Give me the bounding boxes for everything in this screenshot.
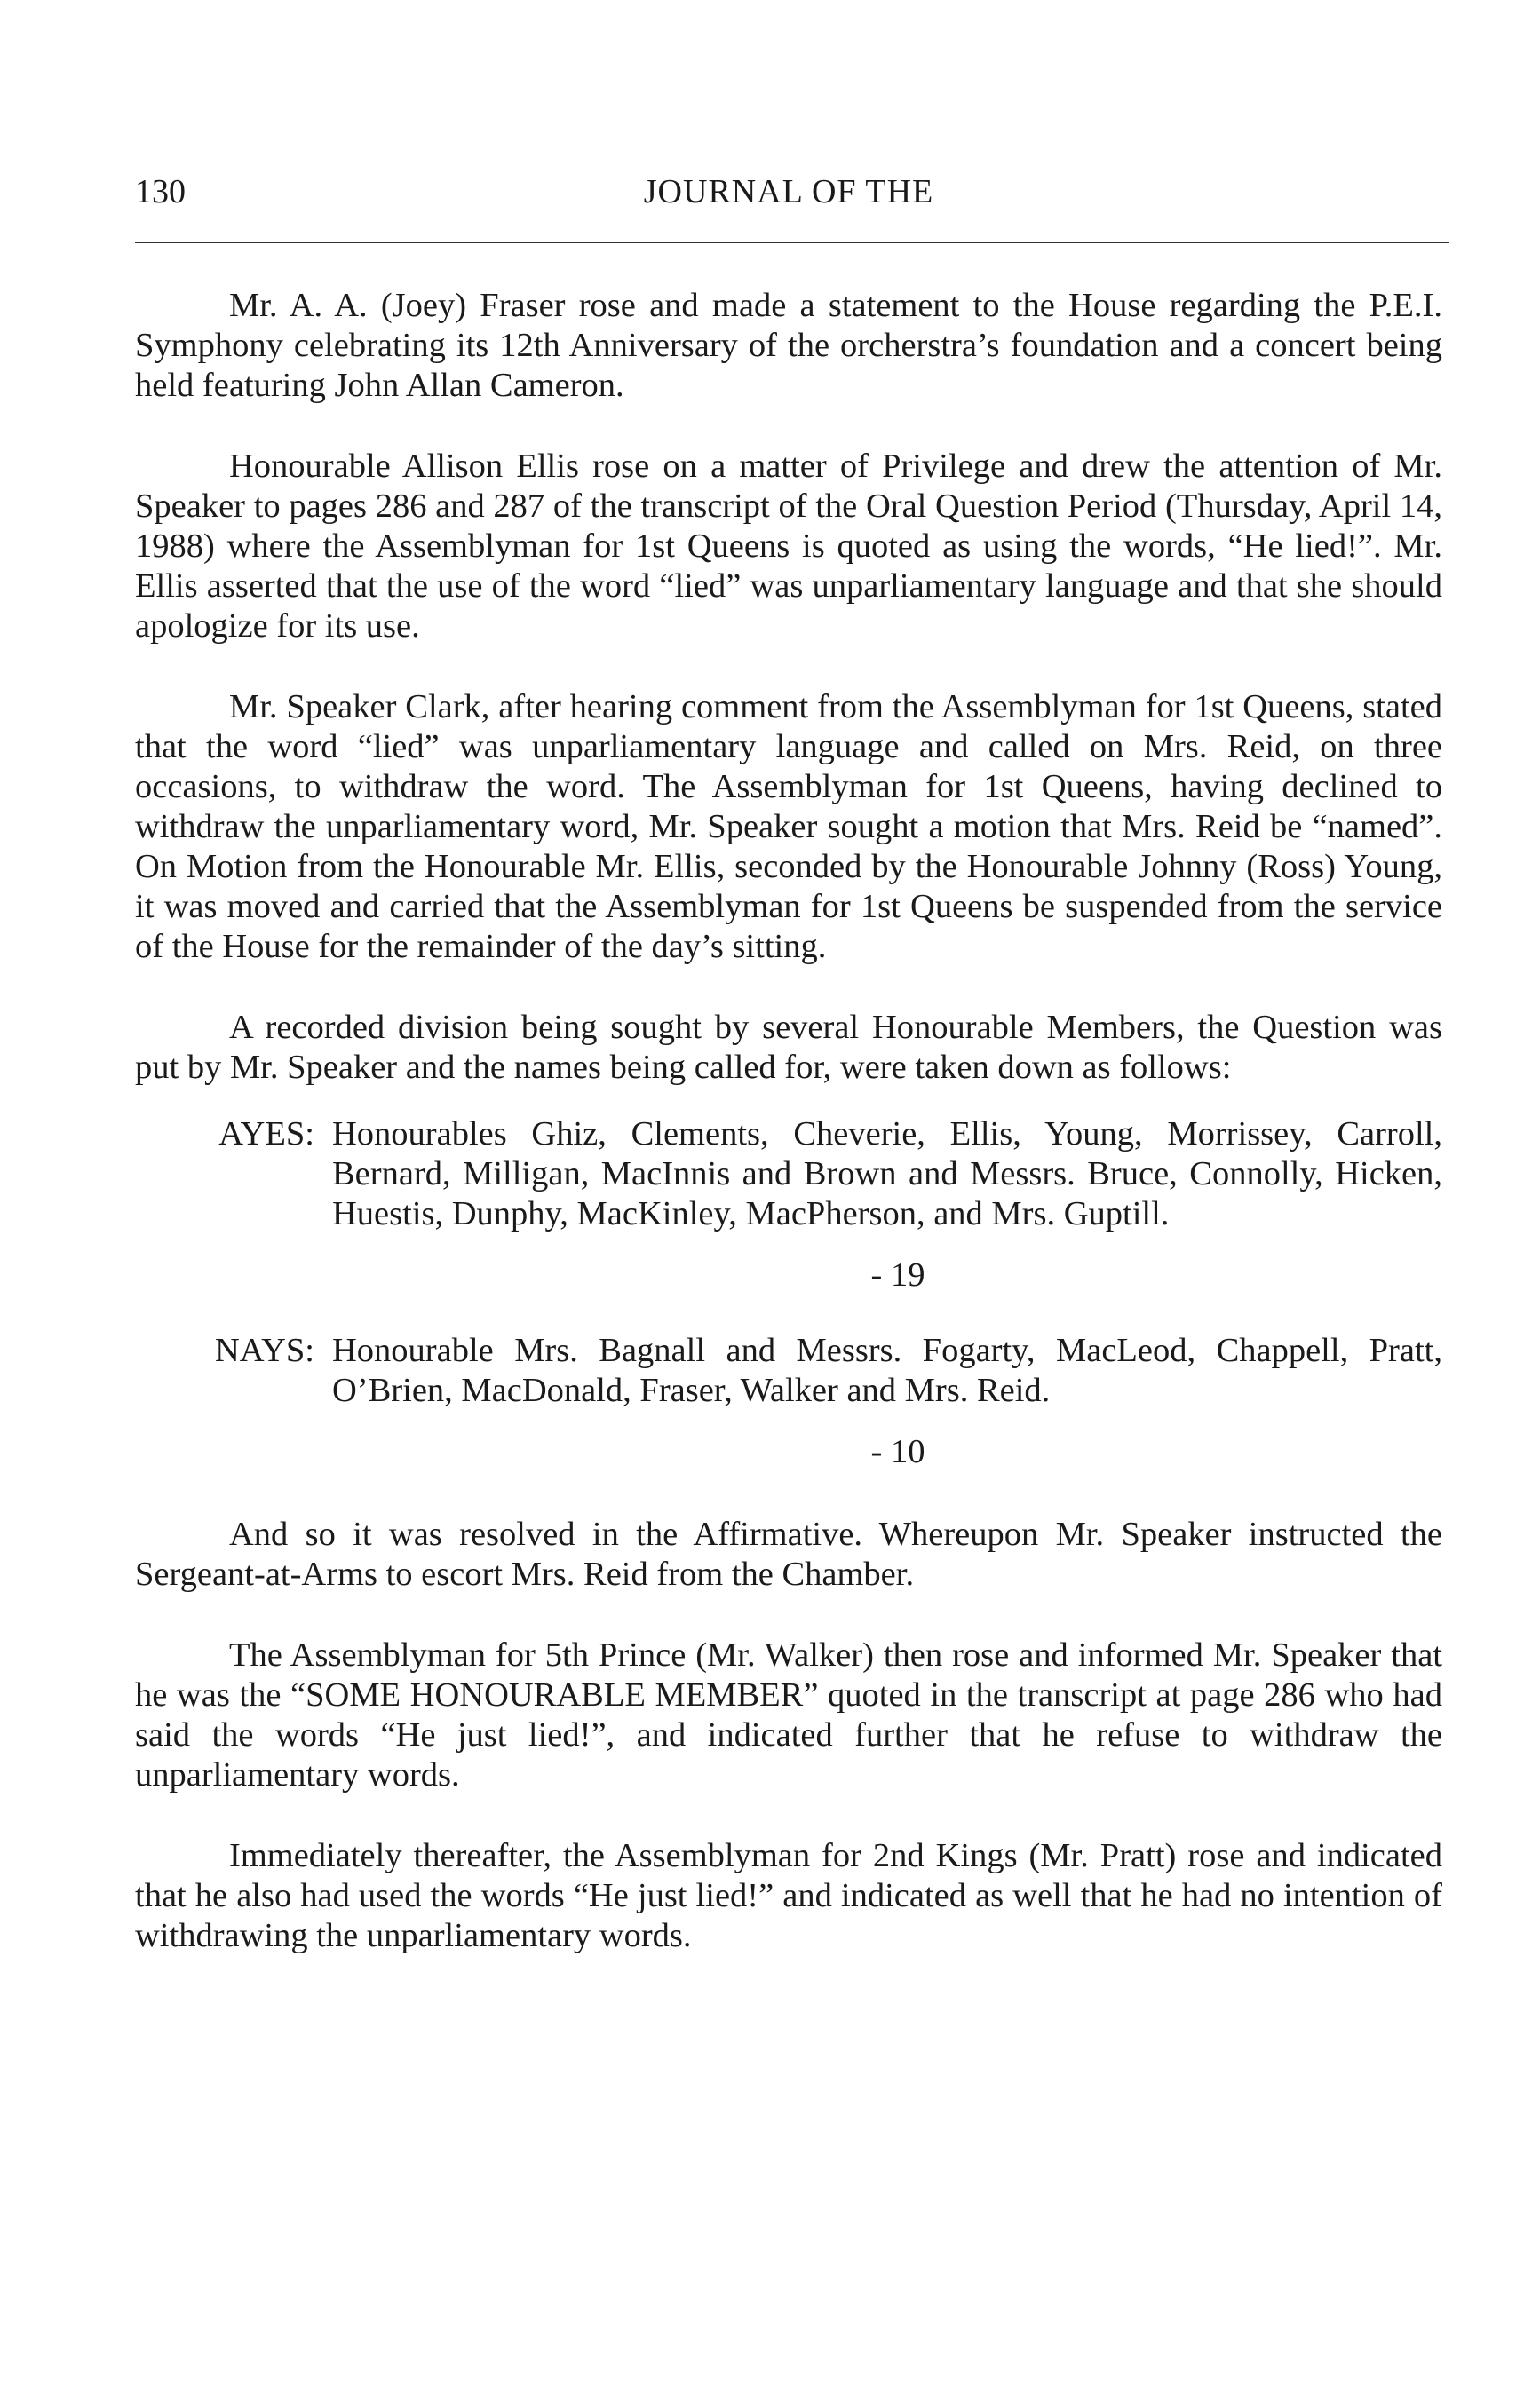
- ayes-names: Honourables Ghiz, Clements, Cheverie, Ellis, Young, Morrissey, Carroll, Bernard, Milligan, MacInnis and Brown and Messrs. Bruce, Connolly, Hicken, Huestis, Dunphy, MacKinley, MacPherson, and Mrs. Guptill.: [332, 1115, 1442, 1232]
- paragraph-speaker-ruling: Mr. Speaker Clark, after hearing comment from the Assemblyman for 1st Queens, stated that the word “lied” was unparliamentary language and called on Mrs. Reid, on three occasions, to withdraw the word. The Assemblyman for 1st Queens, having declined to withdraw the unparliamentary word, Mr. Speaker sought a motion that Mrs. Reid be “named”. On Motion from the Honourable Mr. Ellis, seconded by the Honourable Johnny (Ross) Young, it was moved and carried that the Assemblyman for 1st Queens be suspended from the service of the House for the remainder of the day’s sitting.: [135, 688, 1442, 965]
- running-head: JOURNAL OF THE: [643, 173, 934, 210]
- nays-names: Honourable Mrs. Bagnall and Messrs. Fogarty, MacLeod, Chappell, Pratt, O’Brien, MacDonald, Fraser, Walker and Mrs. Reid.: [332, 1332, 1442, 1409]
- ayes-count: - 19: [870, 1256, 925, 1294]
- paragraph-pratt: Immediately thereafter, the Assemblyman for 2nd Kings (Mr. Pratt) rose and indicated that he also had used the words “He just lied!” and indicated as well that he had no intention of withdrawing the unparliamentary words.: [135, 1837, 1442, 1954]
- ayes-label: AYES:: [218, 1115, 314, 1153]
- header-rule: [135, 242, 1449, 243]
- paragraph-recorded-division: A recorded division being sought by several Honourable Members, the Question was put by Mr. Speaker and the names being called for, were taken down as follows:: [135, 1009, 1442, 1086]
- page-number: 130: [135, 173, 186, 210]
- nays-label: NAYS:: [215, 1332, 314, 1369]
- page-header: [135, 170, 1442, 220]
- ayes-entry: [135, 1114, 1442, 1234]
- paragraph-walker: The Assemblyman for 5th Prince (Mr. Walker) then rose and informed Mr. Speaker that he was the “SOME HONOURABLE MEMBER” quoted in the transcript at page 286 who had said the words “He just lied!”, and indicated further that he refuse to withdraw the unparliamentary words.: [135, 1636, 1442, 1794]
- nays-entry: [135, 1331, 1442, 1411]
- nays-count: - 10: [870, 1433, 925, 1470]
- paragraph-ellis-privilege: Honourable Allison Ellis rose on a matter of Privilege and drew the attention of Mr. Speaker to pages 286 and 287 of the transcript of the Oral Question Period (Thursday, April 14, 1988) where the Assemblyman for 1st Queens is quoted as using the words, “He lied!”. Mr. Ellis asserted that the use of the word “lied” was unparliamentary language and that she should apologize for its use.: [135, 448, 1442, 645]
- journal-body: [135, 286, 1442, 1997]
- paragraph-resolved: And so it was resolved in the Affirmative. Whereupon Mr. Speaker instructed the Sergeant-at-Arms to escort Mrs. Reid from the Chamber.: [135, 1516, 1442, 1593]
- paragraph-fraser-statement: Mr. A. A. (Joey) Fraser rose and made a statement to the House regarding the P.E.I. Symphony celebrating its 12th Anniversary of the orcherstra’s foundation and a concert being held featuring John Allan Cameron.: [135, 287, 1442, 404]
